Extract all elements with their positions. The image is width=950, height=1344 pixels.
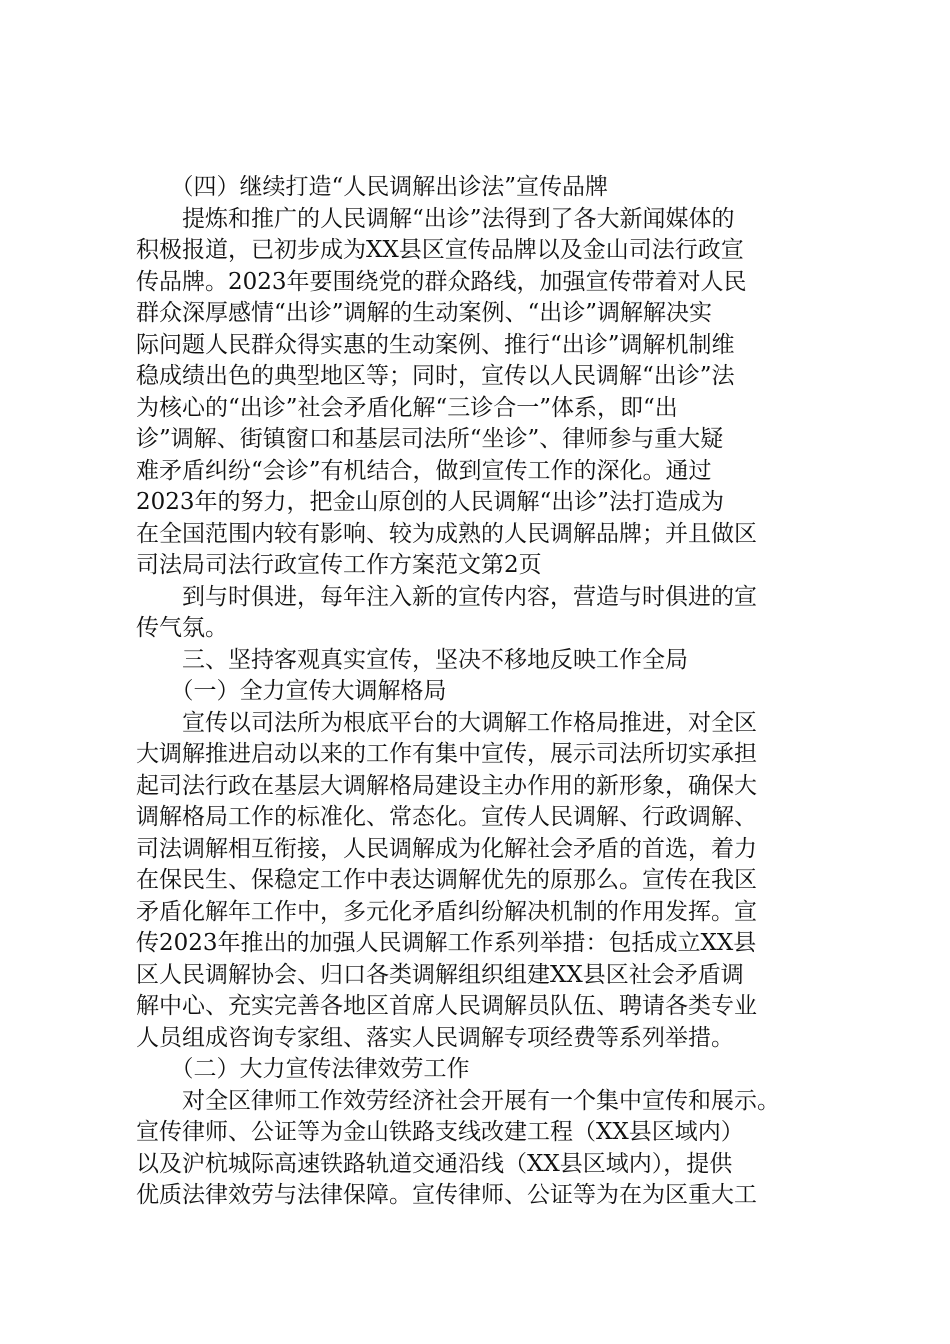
text-line: 在保民生、保稳定工作中表达调解优先的原那么。宣传在我区 <box>136 867 757 893</box>
text-line: 难矛盾纠纷“会诊”有机结合，做到宣传工作的深化。通过 <box>136 457 712 484</box>
text-line: 提炼和推广的人民调解“出诊”法得到了各大新闻媒体的 <box>136 205 735 232</box>
text-line: 宣传以司法所为根底平台的大调解工作格局推进，对全区 <box>136 709 757 736</box>
text-line: 矛盾化解年工作中，多元化矛盾纠纷解决机制的作用发挥。宣 <box>136 898 757 925</box>
text-line: （四）继续打造“人民调解出诊法”宣传品牌 <box>136 174 609 200</box>
text-line: （一）全力宣传大调解格局 <box>136 678 447 704</box>
text-line: 群众深厚感情“出诊”调解的生动案例、“出诊”调解解决实 <box>136 300 713 326</box>
text-line: 际问题人民群众得实惠的生动案例、推行“出诊”调解机制维 <box>136 331 735 358</box>
text-line: 调解格局工作的标准化、常态化。宣传人民调解、行政调解、 <box>136 804 757 830</box>
text-line: 三、坚持客观真实宣传，坚决不移地反映工作全局 <box>136 646 688 673</box>
text-line: 传2023年推出的加强人民调解工作系列举措：包括成立XX县 <box>136 930 757 956</box>
text-line: （二）大力宣传法律效劳工作 <box>136 1056 470 1082</box>
text-line: 诊”调解、街镇窗口和基层司法所“坐诊”、律师参与重大疑 <box>136 426 724 452</box>
text-line: 稳成绩出色的典型地区等；同时，宣传以人民调解“出诊”法 <box>136 363 735 389</box>
text-line: 优质法律效劳与法律保障。宣传律师、公证等为在为区重大工 <box>136 1182 757 1208</box>
text-line: 宣传律师、公证等为金山铁路支线改建工程（XX县区域内） <box>136 1119 744 1145</box>
text-line: 积极报道，已初步成为XX县区宣传品牌以及金山司法行政宣 <box>136 237 744 263</box>
text-line: 2023年的努力，把金山原创的人民调解“出诊”法打造成为 <box>136 489 725 515</box>
text-line: 传气氛。 <box>136 615 228 641</box>
text-line: 以及沪杭城际高速铁路轨道交通沿线（XX县区域内），提供 <box>136 1150 733 1177</box>
text-line: 起司法行政在基层大调解格局建设主办作用的新形象，确保大 <box>136 772 757 799</box>
text-line: 为核心的“出诊”社会矛盾化解“三诊合一”体系，即“出 <box>136 394 678 421</box>
text-line: 区人民调解协会、归口各类调解组织组建XX县区社会矛盾调 <box>136 961 744 988</box>
text-line: 在全国范围内较有影响、较为成熟的人民调解品牌；并且做区 <box>136 520 757 547</box>
text-line: 传品牌。2023年要围绕党的群众路线，加强宣传带着对人民 <box>136 268 747 295</box>
text-line: 对全区律师工作效劳经济社会开展有一个集中宣传和展示。 <box>136 1087 780 1114</box>
text-line: 人员组成咨询专家组、落实人民调解专项经费等系列举措。 <box>136 1024 734 1051</box>
text-line: 解中心、充实完善各地区首席人民调解员队伍、聘请各类专业 <box>136 993 757 1019</box>
text-line: 大调解推进启动以来的工作有集中宣传，展示司法所切实承担 <box>136 741 757 767</box>
text-line: 到与时俱进，每年注入新的宣传内容，营造与时俱进的宣 <box>136 583 757 610</box>
document-body <box>136 172 836 1212</box>
text-line: 司法局司法行政宣传工作方案范文第2页 <box>136 552 542 578</box>
text-line: 司法调解相互衔接，人民调解成为化解社会矛盾的首选，着力 <box>136 835 757 862</box>
